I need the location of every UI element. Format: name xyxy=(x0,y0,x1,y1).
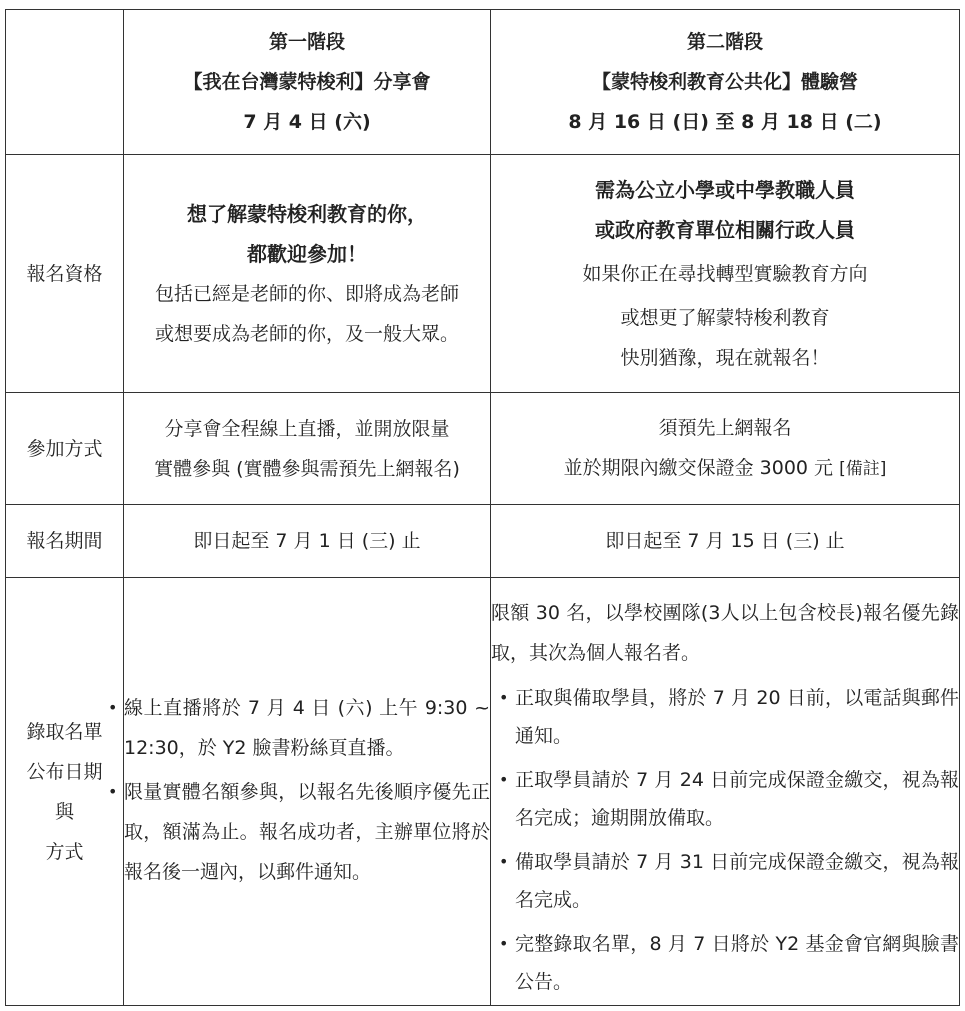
stage2-header xyxy=(491,10,960,155)
stage1-eligibility-text1: 包括已經是老師的你、即將成為老師 xyxy=(154,282,459,305)
results-row xyxy=(6,578,960,1006)
stage2-results xyxy=(491,578,960,1006)
stage1-eligibility-text2: 或想要成為老師的你，及一般大眾。 xyxy=(154,322,459,345)
stage2-results-intro: 限額 30 名，以學校團隊(3人以上包含校長)報名優先錄取，其次為個人報名者。 xyxy=(491,602,959,664)
stage1-eligibility-headline1: 想了解蒙特梭利教育的你， xyxy=(187,201,427,226)
participation-label: 參加方式 xyxy=(6,393,124,505)
bullet-icon: • xyxy=(499,688,509,707)
stage1-participation xyxy=(124,393,491,505)
period-row xyxy=(6,505,960,578)
stage1-event: 【我在台灣蒙特梭利】分享會 xyxy=(183,71,431,93)
registration-table xyxy=(5,9,960,1006)
stage2-results-item: • 備取學員請於 7 月 31 日前完成保證金繳交，視為報名完成。 xyxy=(515,843,959,919)
stage2-eligibility-text3: 快別猶豫，現在就報名！ xyxy=(620,346,830,369)
stage1-header xyxy=(124,10,491,155)
results-label-line1: 錄取名單 xyxy=(26,720,103,743)
stage2-results-list xyxy=(491,679,959,1001)
results-label-line3: 與 xyxy=(54,800,74,823)
period-label: 報名期間 xyxy=(6,505,124,578)
stage1-results-item: • 限量實體名額參與，以報名先後順序優先正取，額滿為止。報名成功者，主辦單位將於報名後一週內，以郵件通知。 xyxy=(124,772,490,892)
stage2-eligibility-headline1: 需為公立小學或中學教職人員 xyxy=(595,177,855,202)
stage1-date: 7 月 4 日 (六) xyxy=(243,111,371,133)
stage2-participation-note: [備註] xyxy=(839,459,887,479)
bullet-icon: • xyxy=(108,781,118,801)
stage1-participation-line2: 實體參與 (實體參與需預先上網報名) xyxy=(154,457,460,480)
stage2-results-item: • 完整錄取名單，8 月 7 日將於 Y2 基金會官網與臉書公告。 xyxy=(515,925,959,1001)
bullet-icon: • xyxy=(499,852,509,871)
stage2-participation xyxy=(491,393,960,505)
stage2-participation-line2-wrap xyxy=(491,448,959,489)
stage1-eligibility-headline2: 都歡迎參加！ xyxy=(247,241,367,266)
stage2-title: 第二階段 xyxy=(686,31,763,53)
stage2-participation-line1: 須預先上網報名 xyxy=(658,417,792,439)
stage2-results-item: • 正取與備取學員，將於 7 月 20 日前，以電話與郵件通知。 xyxy=(515,679,959,755)
stage1-results-list xyxy=(108,688,490,892)
participation-row xyxy=(6,393,960,505)
stage2-eligibility-text2: 或想更了解蒙特梭利教育 xyxy=(620,306,830,329)
stage2-eligibility-text1: 如果你正在尋找轉型實驗教育方向 xyxy=(582,262,868,285)
stage2-event: 【蒙特梭利教育公共化】體驗營 xyxy=(591,71,858,93)
stage1-period: 即日起至 7 月 1 日 (三) 止 xyxy=(124,505,491,578)
stage1-results-item: • 線上直播將於 7 月 4 日 (六) 上午 9:30 ~ 12:30，於 Y2 臉書粉絲頁直播。 xyxy=(124,688,490,768)
bullet-icon: • xyxy=(499,934,509,953)
stage2-results-item: • 正取學員請於 7 月 24 日前完成保證金繳交，視為報名完成；逾期開放備取。 xyxy=(515,761,959,837)
eligibility-label: 報名資格 xyxy=(6,155,124,393)
stage1-results xyxy=(108,578,491,1006)
corner-cell xyxy=(6,10,124,155)
results-label xyxy=(6,578,124,1006)
stage2-period: 即日起至 7 月 15 日 (三) 止 xyxy=(491,505,960,578)
results-label-line2: 公布日期 xyxy=(26,760,103,783)
bullet-icon: • xyxy=(499,770,509,789)
stage1-eligibility xyxy=(124,155,491,393)
stage2-date: 8 月 16 日 (日) 至 8 月 18 日 (二) xyxy=(568,111,882,133)
eligibility-row xyxy=(6,155,960,393)
stage2-eligibility-headline2: 或政府教育單位相關行政人員 xyxy=(595,217,855,242)
stage2-participation-line2: 並於期限內繳交保證金 3000 元 xyxy=(563,457,834,479)
stage1-participation-line1: 分享會全程線上直播，並開放限量 xyxy=(164,417,450,440)
stage2-eligibility xyxy=(491,155,960,393)
bullet-icon: • xyxy=(108,697,118,717)
header-row xyxy=(6,10,960,155)
results-label-line4: 方式 xyxy=(45,840,84,863)
stage1-title: 第一階段 xyxy=(268,31,345,53)
